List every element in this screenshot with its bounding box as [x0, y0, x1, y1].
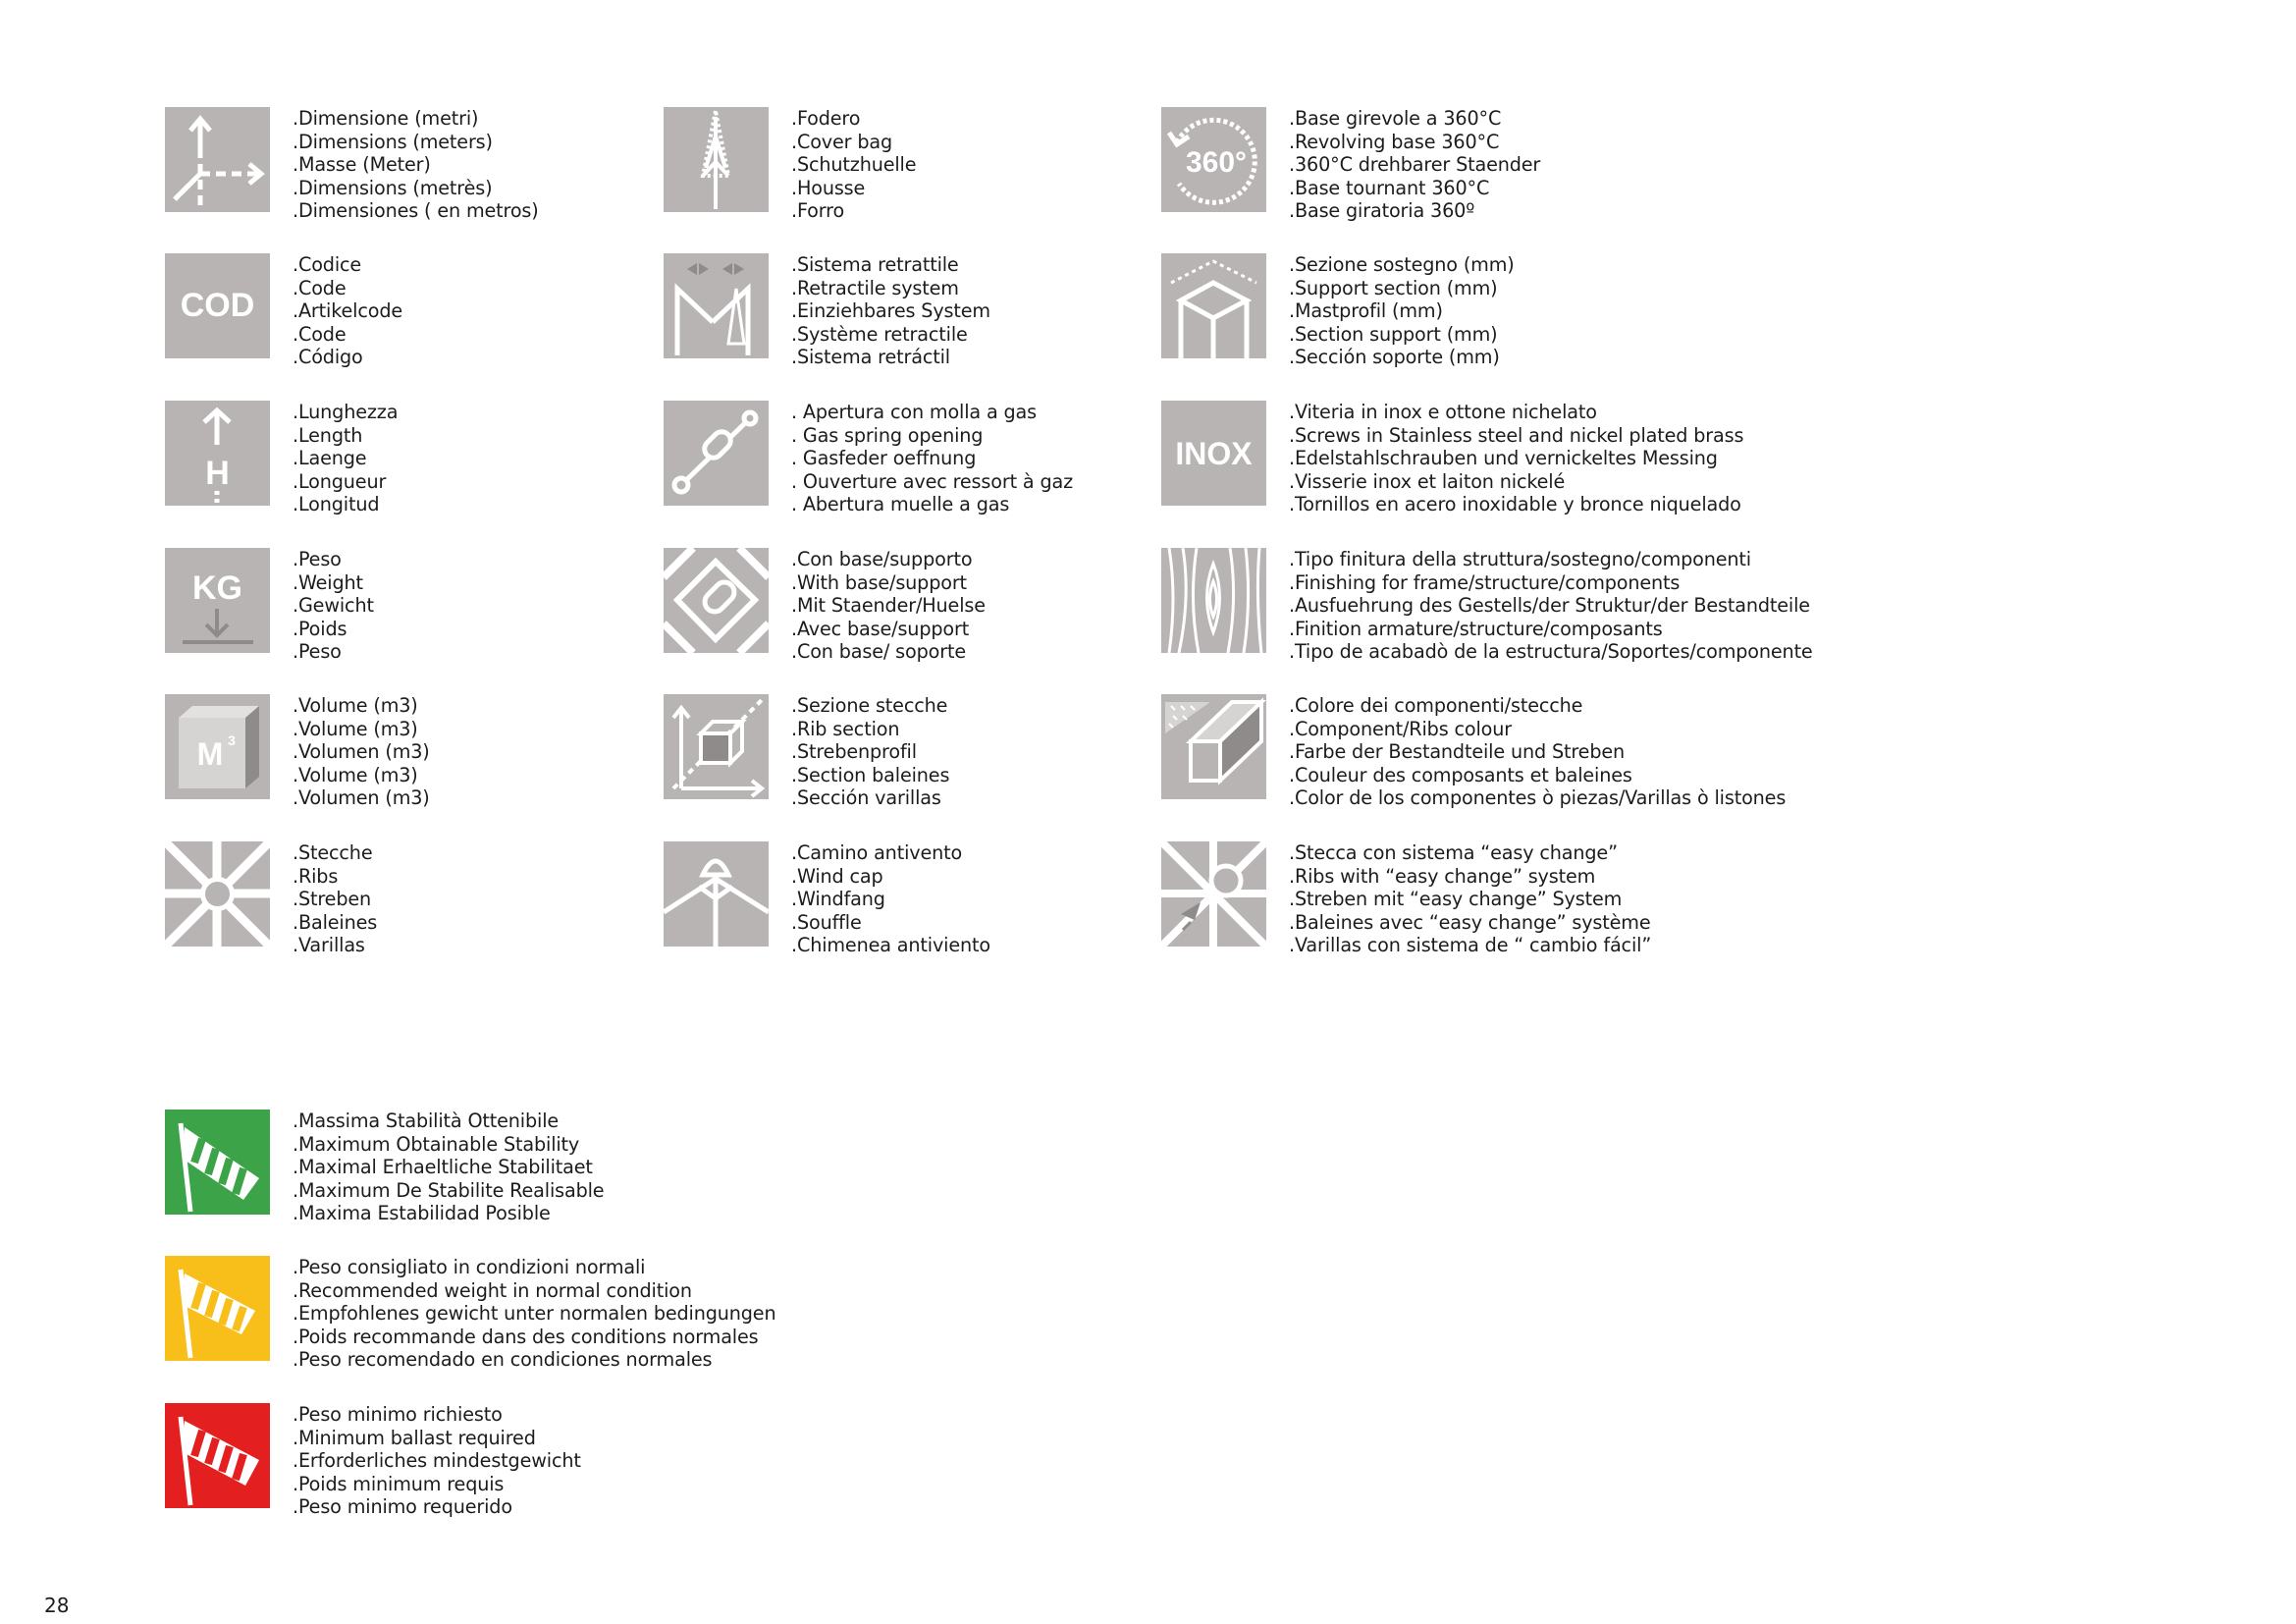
legend-line: .Strebenprofil — [791, 740, 917, 764]
legend-line: .Cover bag — [791, 130, 893, 153]
legend-line: .Length — [293, 423, 363, 447]
retractile-system-icon — [664, 253, 769, 358]
legend-line: .Visserie inox et laiton nickelé — [1289, 469, 1566, 493]
ribs-icon — [165, 841, 270, 947]
legend-line: . Abertura muelle a gas — [791, 493, 1010, 516]
legend-item-revolving-base — [1161, 107, 1789, 223]
legend-item-inox — [1161, 401, 1789, 516]
legend-line: .Volumen (m3) — [293, 740, 430, 764]
height-icon — [165, 401, 270, 506]
legend-line: .Streben mit “easy change” System — [1289, 888, 1623, 911]
volume-icon — [165, 694, 270, 799]
legend-line: .Longueur — [293, 469, 387, 493]
legend-line: .Rib section — [791, 717, 900, 740]
legend-line: .Camino antivento — [791, 841, 963, 864]
gas-spring-icon — [664, 401, 769, 506]
legend-line: .Longitud — [293, 493, 380, 516]
legend-line: .Color de los componentes ò piezas/Varillas ò listones — [1289, 786, 1787, 810]
legend-line: .Couleur des composants et baleines — [1289, 763, 1632, 786]
legend-line: .Varillas con sistema de “ cambio fácil” — [1289, 934, 1652, 957]
legend-line: .Dimensions (meters) — [293, 130, 493, 153]
legend-line: . Gas spring opening — [791, 423, 984, 447]
legend-line: .Lunghezza — [293, 401, 399, 423]
legend-line: .Sección varillas — [791, 786, 941, 810]
cod-icon — [165, 253, 270, 358]
legend-line: .Streben — [293, 888, 372, 911]
legend-line: . Apertura con molla a gas — [791, 401, 1038, 423]
legend-line: .Peso — [293, 548, 342, 570]
inox-icon — [1161, 401, 1266, 506]
legend-line: .Base tournant 360°C — [1289, 176, 1490, 199]
legend-line: .Masse (Meter) — [293, 153, 431, 177]
legend-line: .Tipo de acabadò de la estructura/Soportes/componente — [1289, 640, 1813, 664]
legend-line: .Artikelcode — [293, 299, 403, 323]
component-colour-icon — [1161, 694, 1266, 799]
legend-line: .Retractile system — [791, 276, 959, 299]
legend-line: .Volume (m3) — [293, 694, 418, 717]
legend-line: .Schutzhuelle — [791, 153, 917, 177]
legend-line: .Maximum Obtainable Stability — [293, 1132, 580, 1156]
legend-line: .Maximal Erhaeltliche Stabilitaet — [293, 1156, 593, 1179]
legend-line: .Sezione sostegno (mm) — [1289, 253, 1515, 276]
legend-line: .Poids recommande dans des conditions normales — [293, 1325, 759, 1348]
legend-line: .Revolving base 360°C — [1289, 130, 1500, 153]
legend-line: .Souffle — [791, 910, 862, 934]
legend-line: .Fodero — [791, 107, 861, 130]
legend-line: .Ribs — [293, 864, 339, 888]
legend-line: .Peso consigliato in condizioni normali — [293, 1256, 646, 1278]
legend-line: .With base/support — [791, 570, 967, 594]
legend-line: .Sezione stecche — [791, 694, 948, 717]
legend-line: .Peso minimo richiesto — [293, 1403, 503, 1426]
legend-line: .Maximum De Stabilite Realisable — [293, 1178, 605, 1202]
legend-line: .Laenge — [293, 447, 367, 470]
legend-line: .Viteria in inox e ottone nichelato — [1289, 401, 1597, 423]
legend-line: .Dimensiones ( en metros) — [293, 199, 539, 223]
legend-line: .Colore dei componenti/stecche — [1289, 694, 1583, 717]
legend-line: .360°C drehbarer Staender — [1289, 153, 1541, 177]
legend-line: .Support section (mm) — [1289, 276, 1498, 299]
support-section-icon — [1161, 253, 1266, 358]
legend-line: .Tornillos en acero inoxidable y bronce niquelado — [1289, 493, 1741, 516]
rib-section-icon — [664, 694, 769, 799]
legend-line: .Windfang — [791, 888, 885, 911]
legend-line: .Einziehbares System — [791, 299, 990, 323]
legend-line: .Massima Stabilità Ottenibile — [293, 1110, 560, 1132]
legend-line: .Minimum ballast required — [293, 1426, 536, 1449]
legend-line: .Section support (mm) — [1289, 322, 1498, 346]
legend-item-wood-finish — [1161, 548, 1813, 664]
legend-line: .Volumen (m3) — [293, 786, 430, 810]
legend-line: .Component/Ribs colour — [1289, 717, 1513, 740]
legend-line: . Gasfeder oeffnung — [791, 447, 977, 470]
legend-item-stability-max — [165, 1110, 793, 1225]
legend-line: .Avec base/support — [791, 617, 970, 640]
legend-line: .Mit Staender/Huelse — [791, 594, 986, 618]
revolving-base-icon — [1161, 107, 1266, 212]
legend-line: .Section baleines — [791, 763, 950, 786]
legend-line: .Volume (m3) — [293, 763, 418, 786]
wind-cap-icon — [664, 841, 769, 947]
legend-item-component-colour — [1161, 694, 1789, 810]
legend-line: .Volume (m3) — [293, 717, 418, 740]
legend-line: .Maxima Estabilidad Posible — [293, 1202, 551, 1225]
legend-line: .Erforderliches mindestgewicht — [293, 1449, 581, 1473]
legend-line: .Edelstahlschrauben und vernickeltes Messing — [1289, 447, 1718, 470]
legend-item-stability-recommended — [165, 1256, 793, 1372]
legend-line: .Chimenea antiviento — [791, 934, 990, 957]
cod-icon-text: COD — [180, 287, 255, 324]
legend-line: .Sistema retrattile — [791, 253, 959, 276]
windsock-yellow-icon — [165, 1256, 270, 1361]
legend-line: .Housse — [791, 176, 866, 199]
legend-line: .Base girevole a 360°C — [1289, 107, 1502, 130]
legend-line: .Forro — [791, 199, 845, 223]
legend-line: .Con base/ soporte — [791, 640, 966, 664]
legend-line: .Gewicht — [293, 594, 374, 618]
height-icon-text: H — [205, 455, 230, 492]
legend-line: .Varillas — [293, 934, 365, 957]
legend-line: .Code — [293, 276, 347, 299]
legend-line: .Recommended weight in normal condition — [293, 1278, 692, 1302]
legend-line: .Sección soporte (mm) — [1289, 346, 1500, 369]
legend-line: .Screws in Stainless steel and nickel plated brass — [1289, 423, 1744, 447]
legend-line: .Finishing for frame/structure/components — [1289, 570, 1681, 594]
easy-change-icon — [1161, 841, 1266, 947]
legend-line: .Peso — [293, 640, 342, 664]
cover-bag-icon — [664, 107, 769, 212]
legend-line: .Dimensions (metrès) — [293, 176, 493, 199]
volume-icon-sup: 3 — [228, 732, 236, 748]
legend-line: .Dimensione (metri) — [293, 107, 479, 130]
legend-line: .Baleines avec “easy change” système — [1289, 910, 1651, 934]
legend-line: .Baleines — [293, 910, 378, 934]
legend-line: .Codice — [293, 253, 362, 276]
legend-line: .Poids minimum requis — [293, 1472, 505, 1495]
legend-line: .Peso minimo requerido — [293, 1495, 512, 1519]
volume-icon-text: M — [196, 736, 224, 772]
legend-line: .Système retractile — [791, 322, 968, 346]
legend-line: .Ausfuehrung des Gestells/der Struktur/der Bestandteile — [1289, 594, 1810, 618]
legend-line: .Poids — [293, 617, 347, 640]
legend-line: .Sistema retráctil — [791, 346, 950, 369]
legend-line: .Wind cap — [791, 864, 883, 888]
legend-line: .Peso recomendado en condiciones normales — [293, 1348, 713, 1372]
legend-line: .Ribs with “easy change” system — [1289, 864, 1596, 888]
legend-line: .Con base/supporto — [791, 548, 973, 570]
windsock-green-icon — [165, 1110, 270, 1215]
legend-line: .Base giratoria 360º — [1289, 199, 1475, 223]
weight-icon-text: KG — [192, 569, 242, 607]
legend-item-support-section — [1161, 253, 1789, 369]
legend-line: .Stecca con sistema “easy change” — [1289, 841, 1618, 864]
inox-icon-text: INOX — [1175, 436, 1253, 471]
legend-item-easy-change — [1161, 841, 1789, 957]
wood-finish-icon — [1161, 548, 1266, 653]
legend-line: .Farbe der Bestandteile und Streben — [1289, 740, 1626, 764]
legend-line: . Ouverture avec ressort à gaz — [791, 469, 1074, 493]
legend-line: .Tipo finitura della struttura/sostegno/componenti — [1289, 548, 1751, 570]
legend-line: .Weight — [293, 570, 363, 594]
legend-line: .Mastprofil (mm) — [1289, 299, 1443, 323]
windsock-red-icon — [165, 1403, 270, 1508]
dimensions-icon — [165, 107, 270, 212]
legend-item-stability-minimum — [165, 1403, 793, 1519]
page-number: 28 — [44, 1594, 70, 1617]
weight-icon — [165, 548, 270, 653]
legend-line: .Code — [293, 322, 347, 346]
legend-line: .Empfohlenes gewicht unter normalen bedingungen — [293, 1302, 776, 1326]
legend-line: .Finition armature/structure/composants — [1289, 617, 1663, 640]
legend-line: .Stecche — [293, 841, 373, 864]
revolving-base-icon-text: 360° — [1185, 146, 1248, 179]
base-support-icon — [664, 548, 769, 653]
legend-line: .Código — [293, 346, 363, 369]
